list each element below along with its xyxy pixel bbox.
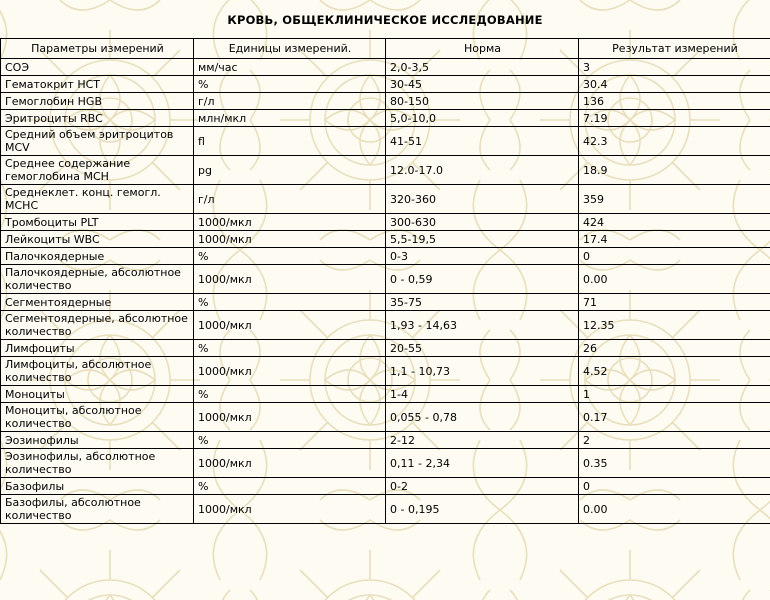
header-result: Результат измерений bbox=[579, 39, 770, 59]
table-row bbox=[1, 93, 770, 110]
cell-parameter: Лимфоциты, абсолютное количество bbox=[1, 357, 194, 386]
cell-result: 0.35 bbox=[579, 449, 770, 478]
table-row bbox=[1, 403, 770, 432]
cell-units: 1000/мкл bbox=[194, 495, 386, 524]
cell-result: 30.4 bbox=[579, 76, 770, 93]
table-row bbox=[1, 294, 770, 311]
cell-units: 1000/мкл bbox=[194, 265, 386, 294]
cell-parameter: Гематокрит HCT bbox=[1, 76, 194, 93]
cell-parameter: Среднеклет. конц. гемогл. MCHC bbox=[1, 185, 194, 214]
cell-norm: 41-51 bbox=[386, 127, 579, 156]
cell-result: 12.35 bbox=[579, 311, 770, 340]
cell-parameter: Эритроциты RBC bbox=[1, 110, 194, 127]
cell-result: 0 bbox=[579, 478, 770, 495]
table-row bbox=[1, 248, 770, 265]
cell-units: 1000/мкл bbox=[194, 357, 386, 386]
table-row bbox=[1, 340, 770, 357]
cell-norm: 5,5-19,5 bbox=[386, 231, 579, 248]
cell-units: % bbox=[194, 386, 386, 403]
cell-norm: 30-45 bbox=[386, 76, 579, 93]
cell-parameter: Моноциты, абсолютное количество bbox=[1, 403, 194, 432]
table-row bbox=[1, 231, 770, 248]
cell-norm: 0,11 - 2,34 bbox=[386, 449, 579, 478]
cell-units: pg bbox=[194, 156, 386, 185]
page-title: КРОВЬ, ОБЩЕКЛИНИЧЕСКОЕ ИССЛЕДОВАНИЕ bbox=[227, 13, 543, 27]
cell-units: % bbox=[194, 248, 386, 265]
cell-result: 136 bbox=[579, 93, 770, 110]
cell-units: мм/час bbox=[194, 59, 386, 76]
table-row bbox=[1, 449, 770, 478]
cell-parameter: Эозинофилы, абсолютное количество bbox=[1, 449, 194, 478]
cell-norm: 5,0-10,0 bbox=[386, 110, 579, 127]
cell-norm: 1,93 - 14,63 bbox=[386, 311, 579, 340]
cell-result: 2 bbox=[579, 432, 770, 449]
cell-parameter: Лимфоциты bbox=[1, 340, 194, 357]
cell-result: 359 bbox=[579, 185, 770, 214]
cell-parameter: Сегментоядерные bbox=[1, 294, 194, 311]
table-row bbox=[1, 185, 770, 214]
cell-norm: 1,1 - 10,73 bbox=[386, 357, 579, 386]
cell-result: 0.17 bbox=[579, 403, 770, 432]
cell-parameter: Моноциты bbox=[1, 386, 194, 403]
cell-norm: 2-12 bbox=[386, 432, 579, 449]
cell-norm: 12.0-17.0 bbox=[386, 156, 579, 185]
table-header-row bbox=[1, 39, 770, 59]
cell-norm: 35-75 bbox=[386, 294, 579, 311]
cell-units: 1000/мкл bbox=[194, 214, 386, 231]
cell-parameter: СОЭ bbox=[1, 59, 194, 76]
header-parameter: Параметры измерений bbox=[1, 39, 194, 59]
table-row bbox=[1, 59, 770, 76]
cell-parameter: Средний объем эритроцитов MCV bbox=[1, 127, 194, 156]
cell-result: 424 bbox=[579, 214, 770, 231]
cell-norm: 0-2 bbox=[386, 478, 579, 495]
cell-parameter: Среднее содержание гемоглобина MCH bbox=[1, 156, 194, 185]
cell-units: % bbox=[194, 478, 386, 495]
cell-result: 26 bbox=[579, 340, 770, 357]
cell-units: 1000/мкл bbox=[194, 231, 386, 248]
cell-result: 4.52 bbox=[579, 357, 770, 386]
table-row bbox=[1, 432, 770, 449]
table-row bbox=[1, 478, 770, 495]
cell-norm: 300-630 bbox=[386, 214, 579, 231]
cell-units: 1000/мкл bbox=[194, 449, 386, 478]
cell-parameter: Эозинофилы bbox=[1, 432, 194, 449]
cell-units: % bbox=[194, 432, 386, 449]
table-row bbox=[1, 265, 770, 294]
cell-parameter: Лейкоциты WBC bbox=[1, 231, 194, 248]
results-table bbox=[0, 38, 770, 524]
cell-result: 0 bbox=[579, 248, 770, 265]
table-row bbox=[1, 110, 770, 127]
cell-result: 3 bbox=[579, 59, 770, 76]
cell-norm: 0 - 0,59 bbox=[386, 265, 579, 294]
cell-units: г/л bbox=[194, 93, 386, 110]
cell-result: 0.00 bbox=[579, 495, 770, 524]
cell-norm: 0,055 - 0,78 bbox=[386, 403, 579, 432]
cell-parameter: Тромбоциты PLT bbox=[1, 214, 194, 231]
header-units: Единицы измерений. bbox=[194, 39, 386, 59]
cell-parameter: Базофилы bbox=[1, 478, 194, 495]
cell-result: 42.3 bbox=[579, 127, 770, 156]
cell-result: 18.9 bbox=[579, 156, 770, 185]
cell-parameter: Палочкоядерные, абсолютное количество bbox=[1, 265, 194, 294]
cell-result: 17.4 bbox=[579, 231, 770, 248]
cell-units: млн/мкл bbox=[194, 110, 386, 127]
cell-norm: 80-150 bbox=[386, 93, 579, 110]
cell-result: 7.19 bbox=[579, 110, 770, 127]
table-row bbox=[1, 127, 770, 156]
cell-norm: 1-4 bbox=[386, 386, 579, 403]
cell-units: % bbox=[194, 340, 386, 357]
cell-result: 0.00 bbox=[579, 265, 770, 294]
table-row bbox=[1, 311, 770, 340]
cell-parameter: Палочкоядерные bbox=[1, 248, 194, 265]
cell-units: fl bbox=[194, 127, 386, 156]
cell-units: 1000/мкл bbox=[194, 311, 386, 340]
cell-units: % bbox=[194, 76, 386, 93]
cell-norm: 20-55 bbox=[386, 340, 579, 357]
cell-units: г/л bbox=[194, 185, 386, 214]
table-row bbox=[1, 495, 770, 524]
cell-units: 1000/мкл bbox=[194, 403, 386, 432]
table-row bbox=[1, 214, 770, 231]
cell-units: % bbox=[194, 294, 386, 311]
cell-norm: 0-3 bbox=[386, 248, 579, 265]
cell-parameter: Базофилы, абсолютное количество bbox=[1, 495, 194, 524]
table-row bbox=[1, 156, 770, 185]
cell-parameter: Гемоглобин HGB bbox=[1, 93, 194, 110]
table-row bbox=[1, 76, 770, 93]
cell-parameter: Сегментоядерные, абсолютное количество bbox=[1, 311, 194, 340]
cell-norm: 320-360 bbox=[386, 185, 579, 214]
table-row bbox=[1, 386, 770, 403]
cell-result: 1 bbox=[579, 386, 770, 403]
header-norm: Норма bbox=[386, 39, 579, 59]
cell-norm: 2,0-3,5 bbox=[386, 59, 579, 76]
cell-result: 71 bbox=[579, 294, 770, 311]
table-row bbox=[1, 357, 770, 386]
cell-norm: 0 - 0,195 bbox=[386, 495, 579, 524]
